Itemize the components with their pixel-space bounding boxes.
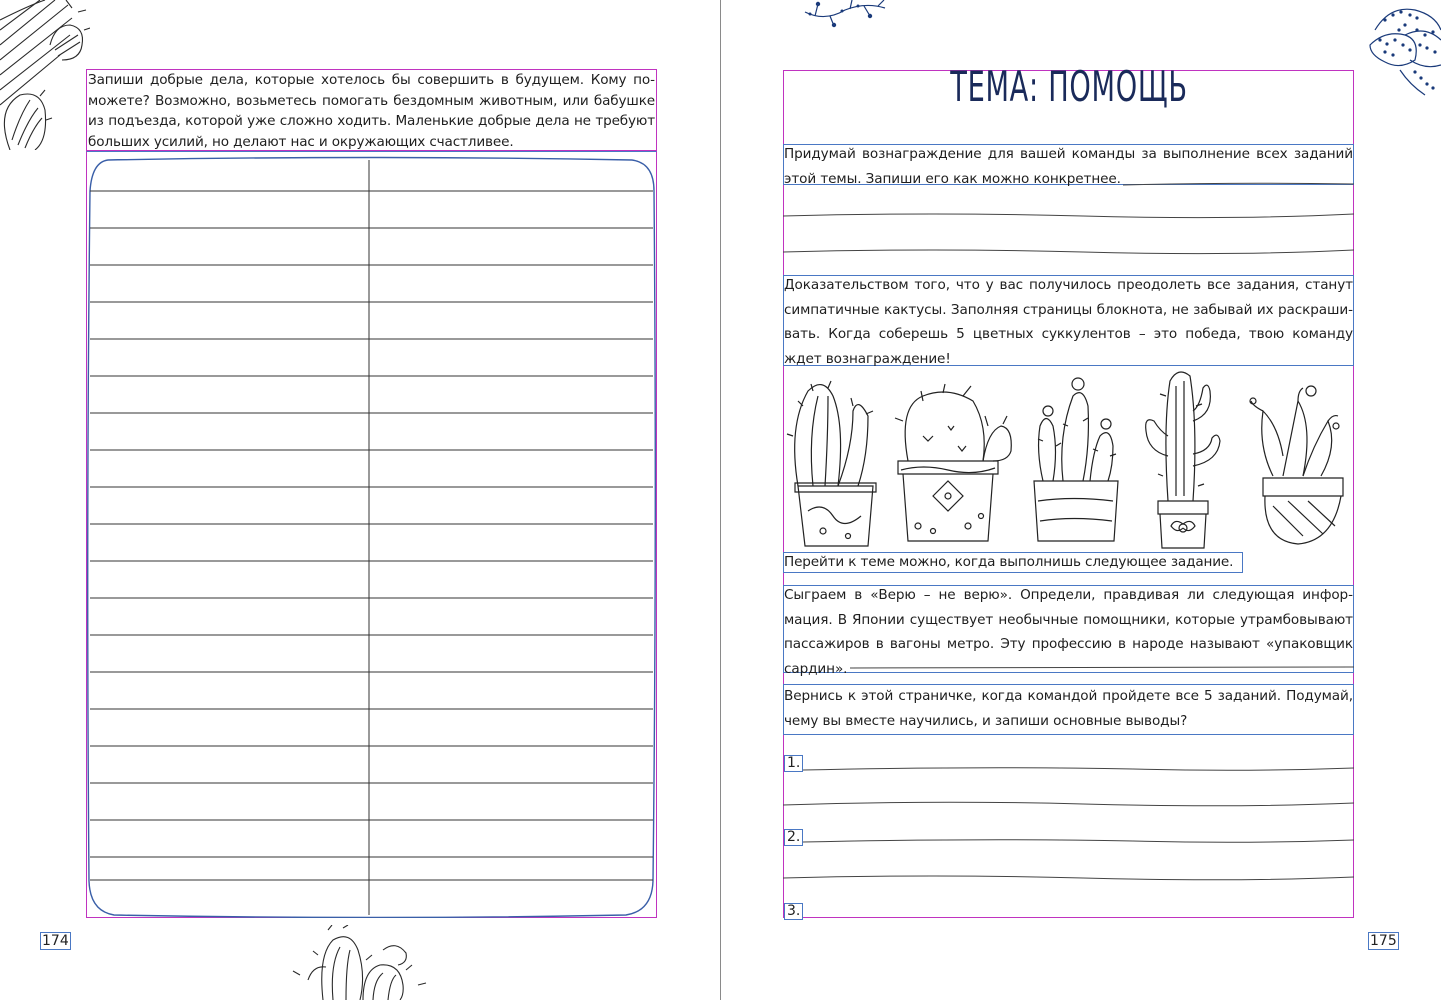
proof-text: Доказательством того, что у вас получилось преодолеть все задания, станут симпатичные кактусы. Заполняя страницы блокнота, не забывай их раскрашивать. Когда соберешь 5 цветных суккулентов – это победа, твою команду ждет вознаграждение! — [784, 277, 1353, 367]
decor-dot — [1403, 23, 1406, 26]
reward-prompt: Придумай вознаграждение для вашей команды за выполнение всех заданий этой темы. Запиши его как можно конкретнее. — [784, 146, 1353, 187]
next-theme-frame — [783, 552, 1243, 573]
reward-lines — [783, 180, 1354, 260]
decor-dot — [1431, 86, 1434, 89]
game-text: Сыграем в «Верю – не верю». Определи, правдивая ли следующая информация. В Японии существует необычные помощники, которые утрамбовывают пассажиров в вагоны метро. Эту профессию в народе называют «упаковщик сардин». — [784, 587, 1353, 677]
decor-dot — [1415, 28, 1418, 31]
decor-dot — [1419, 76, 1422, 79]
decor-dot — [1397, 28, 1400, 31]
game-frame — [783, 585, 1354, 677]
cactus-corner-icon — [0, 0, 90, 150]
cactus-2-icon — [895, 384, 1011, 541]
list-number-1: 1. — [784, 755, 803, 772]
return-frame — [783, 684, 1354, 735]
return-prompt: Вернись к этой страничке, когда командой пройдете все 5 заданий. Подумай, чему вы вместе научились, и запиши основные выводы? — [784, 688, 1353, 729]
conclusion-lines — [783, 750, 1354, 920]
decor-dot — [1385, 42, 1388, 45]
cactus-bottom-icon — [288, 925, 433, 1000]
page-title: ТЕМА: ПОМОЩЬ — [950, 62, 1188, 111]
notes-table — [86, 151, 657, 918]
intro-text: Запиши добрые дела, которые хотелось бы совершить в будущем. Кому поможете? Возможно, возьметесь помогать бездомным животным, или бабушке из подъезда, которой уже сложно ходить. Маленькие добрые дела не требуют больших усилий, но делают нас и окружающих счастливее. — [88, 72, 655, 150]
berry-branch-icon — [800, 0, 890, 28]
cactus-4-icon — [1146, 372, 1220, 548]
decor-dot — [1391, 53, 1394, 56]
decor-dot — [1408, 48, 1411, 51]
decor-dot — [1425, 46, 1428, 49]
decor-dot — [1431, 30, 1434, 33]
cactus-3-icon — [1034, 378, 1118, 541]
decor-dot — [1425, 82, 1428, 85]
decor-dot — [1401, 43, 1404, 46]
game-answer-line — [850, 664, 1354, 672]
page-spine — [720, 0, 721, 1000]
decor-dot — [1399, 10, 1402, 13]
decor-dot — [1418, 43, 1421, 46]
list-number-3: 3. — [784, 903, 803, 920]
succulent-corner-icon — [1355, 0, 1441, 100]
cactus-1-icon — [787, 381, 876, 546]
page-number-left: 174 — [42, 933, 69, 949]
intro-frame — [86, 69, 657, 151]
cactus-row-illustration — [783, 366, 1354, 551]
decor-dot — [1378, 38, 1381, 41]
decor-dot — [1383, 50, 1386, 53]
reward-prompt-frame — [783, 144, 1354, 185]
page-number-right: 175 — [1370, 933, 1397, 949]
decor-dot — [1433, 50, 1436, 53]
decor-dot — [1413, 70, 1416, 73]
decor-dot — [1383, 18, 1386, 21]
cactus-5-icon — [1250, 386, 1343, 544]
decor-dot — [1391, 13, 1394, 16]
decor-dot — [1408, 13, 1411, 16]
decor-dot — [1415, 16, 1418, 19]
decor-dot — [1423, 33, 1426, 36]
decor-dot — [1393, 38, 1396, 41]
list-number-2: 2. — [784, 829, 803, 846]
proof-frame — [783, 275, 1354, 366]
next-theme-note: Перейти к теме можно, когда выполнишь следующее задание. — [784, 554, 1234, 570]
